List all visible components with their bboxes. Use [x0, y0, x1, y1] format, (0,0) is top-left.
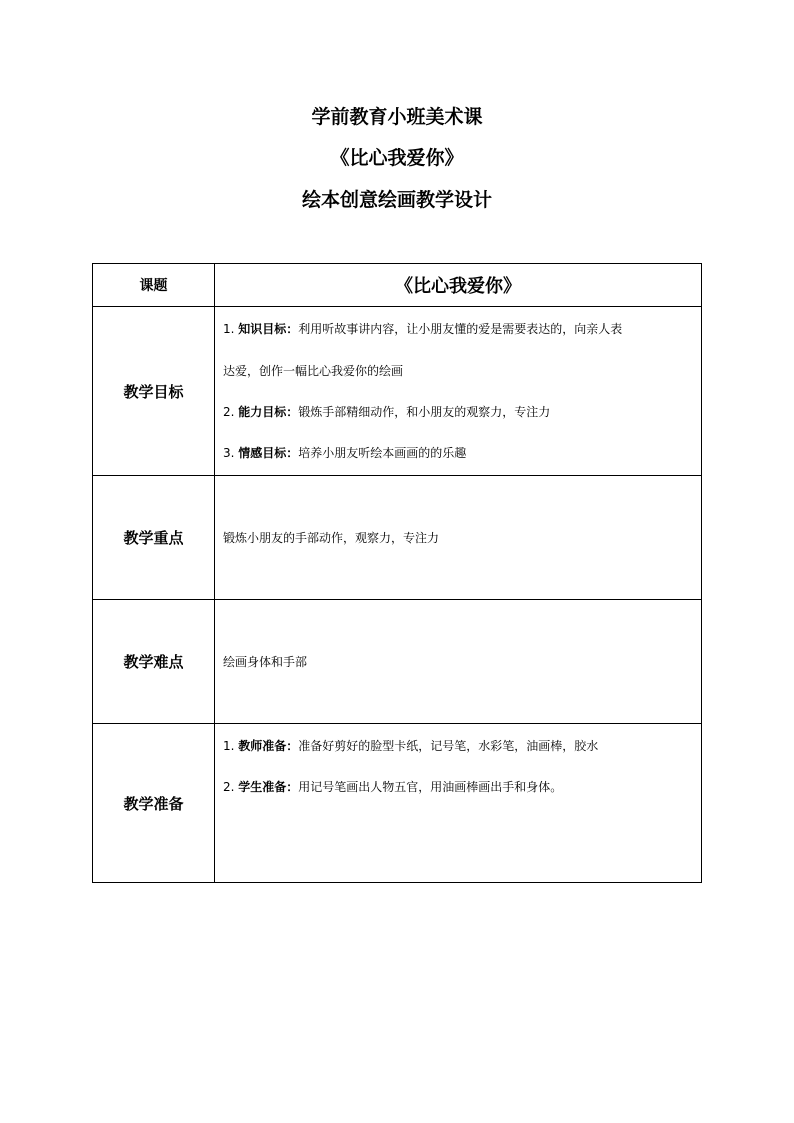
goal-text: 锻炼手部精细动作，和小朋友的观察力，专注力 — [298, 405, 551, 419]
goal-heading: 能力目标： — [238, 405, 299, 419]
topic-value: 《比心我爱你》 — [215, 264, 702, 307]
goal-item — [223, 445, 695, 461]
lesson-plan-table — [92, 263, 702, 883]
preparation-number: 1. — [223, 739, 235, 753]
goal-heading: 知识目标： — [238, 322, 299, 336]
preparation-content — [215, 724, 702, 883]
table-row-goals — [93, 307, 702, 476]
preparation-heading: 教师准备： — [238, 739, 299, 753]
goal-heading: 情感目标： — [238, 446, 299, 460]
preparation-number: 2. — [223, 780, 235, 794]
goal-text: 利用听故事讲内容，让小朋友懂的爱是需要表达的，向亲人表 — [298, 322, 623, 336]
difficulties-label: 教学难点 — [93, 600, 215, 724]
table-row-key-points — [93, 476, 702, 600]
topic-label: 课题 — [93, 264, 215, 307]
document-title-line-2: 《比心我爱你》 — [330, 147, 464, 169]
document-title-line-1: 学前教育小班美术课 — [311, 106, 483, 128]
preparation-item — [223, 738, 695, 754]
preparation-heading: 学生准备： — [238, 780, 299, 794]
goals-label: 教学目标 — [93, 307, 215, 476]
table-row-preparation — [93, 724, 702, 883]
key-points-text: 锻炼小朋友的手部动作，观察力，专注力 — [223, 530, 440, 545]
goal-item — [223, 321, 695, 337]
goal-number: 1. — [223, 322, 235, 336]
preparation-item — [223, 779, 695, 795]
preparation-label: 教学准备 — [93, 724, 215, 883]
table-row-topic — [93, 264, 702, 307]
preparation-text: 用记号笔画出人物五官，用油画棒画出手和身体。 — [298, 780, 563, 794]
goal-item-continuation — [223, 363, 695, 379]
goal-text: 培养小朋友听绘本画画的的乐趣 — [298, 446, 467, 460]
preparation-text: 准备好剪好的脸型卡纸，记号笔，水彩笔，油画棒，胶水 — [298, 739, 599, 753]
difficulties-text: 绘画身体和手部 — [223, 654, 308, 669]
goals-content — [215, 307, 702, 476]
difficulties-content — [215, 600, 702, 724]
goal-number: 2. — [223, 405, 235, 419]
goal-number: 3. — [223, 446, 235, 460]
goal-text: 达爱，创作一幅比心我爱你的绘画 — [223, 364, 404, 378]
table-row-difficulties — [93, 600, 702, 724]
key-points-content — [215, 476, 702, 600]
goal-item — [223, 404, 695, 420]
document-title-line-3: 绘本创意绘画教学设计 — [301, 189, 492, 211]
key-points-label: 教学重点 — [93, 476, 215, 600]
